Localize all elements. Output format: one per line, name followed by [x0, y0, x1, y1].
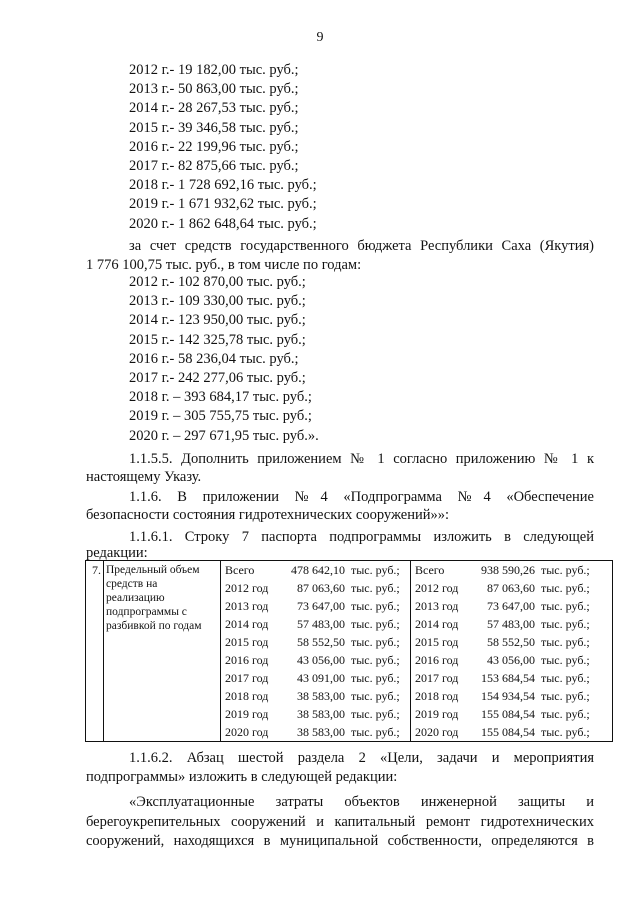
table-amount: 43 056,00 [487, 653, 535, 667]
table-year: 2015 год [225, 635, 269, 649]
table-amount: 38 583,00 [297, 725, 345, 739]
table-amount: 43 056,00 [297, 653, 345, 667]
table-row [225, 635, 410, 653]
paragraph-1-1-6-1: 1.1.6.1. Строку 7 паспорта подпрограммы изложить в следующей [129, 529, 594, 545]
table-row [415, 635, 600, 653]
table-year: 2017 год [415, 671, 459, 685]
table-year: 2013 год [415, 599, 459, 613]
list-item: 2018 г.- 1 728 692,16 тыс. руб.; [129, 177, 317, 194]
table-amount: 57 483,00 [487, 617, 535, 631]
table-unit: тыс. руб.; [351, 689, 400, 703]
list-item: 2020 г.- 1 862 648,64 тыс. руб.; [129, 215, 317, 232]
table-year: 2012 год [225, 581, 269, 595]
list-item: 2016 г.- 58 236,04 тыс. руб.; [129, 350, 299, 367]
table-unit: тыс. руб.; [541, 707, 590, 721]
table-year: 2012 год [415, 581, 459, 595]
budget-intro-line: за счет средств государственного бюджета Республики Саха (Якутия) [129, 238, 594, 254]
table-row [225, 617, 410, 635]
table-unit: тыс. руб.; [541, 671, 590, 685]
table-unit: тыс. руб.; [541, 617, 590, 631]
list-item: 2015 г.- 142 325,78 тыс. руб.; [129, 331, 306, 348]
list-item: 2020 г. – 297 671,95 тыс. руб.». [129, 427, 319, 444]
table-year: 2020 год [225, 725, 269, 739]
table-amount: 73 647,00 [297, 599, 345, 613]
table-year: Всего [225, 563, 255, 577]
table-row [225, 581, 410, 599]
table-year: 2014 год [415, 617, 459, 631]
table-row [225, 599, 410, 617]
table-unit: тыс. руб.; [351, 599, 400, 613]
table-year: 2013 год [225, 599, 269, 613]
list-item: 2012 г.- 102 870,00 тыс. руб.; [129, 274, 306, 290]
list-item: 2017 г.- 82 875,66 тыс. руб.; [129, 158, 299, 174]
table-unit: тыс. руб.; [351, 653, 400, 667]
table-unit: тыс. руб.; [541, 563, 590, 577]
table-unit: тыс. руб.; [351, 725, 400, 739]
table-year: 2018 год [415, 689, 459, 703]
table-unit: тыс. руб.; [351, 617, 400, 631]
table-unit: тыс. руб.; [541, 635, 590, 649]
page-number: 9 [316, 30, 324, 45]
paragraph-1-1-5-5-cont: настоящему Указу. [86, 469, 202, 485]
table-year: 2018 год [225, 689, 269, 703]
table-year: 2019 год [225, 707, 269, 721]
table-amount: 38 583,00 [297, 707, 345, 721]
table-row [225, 563, 410, 581]
table-unit: тыс. руб.; [541, 689, 590, 703]
table-year: 2014 год [225, 617, 269, 631]
table-row-description: Предельный объем средств на реализацию подпрограммы с разбивкой по годам [106, 564, 202, 632]
table-row [415, 725, 600, 743]
table-year: 2016 год [225, 653, 269, 667]
paragraph-1-1-6: 1.1.6. В приложении №4 «Подпрограмма №4 «Обеспечение [129, 489, 594, 505]
table-amount: 58 552,50 [487, 635, 535, 649]
list-item: 2019 г.- 1 671 932,62 тыс. руб.; [129, 196, 317, 213]
table-row [225, 671, 410, 689]
table-row [415, 671, 600, 689]
table-year: 2020 год [415, 725, 459, 739]
table-amount: 38 583,00 [297, 689, 345, 703]
table-unit: тыс. руб.; [351, 581, 400, 595]
paragraph-1-1-6-cont: безопасности состояния гидротехнических сооружений»»: [86, 507, 450, 523]
table-amount: 155 084,54 [481, 725, 535, 739]
table-amount: 153 684,54 [481, 671, 535, 685]
table-row [225, 689, 410, 707]
paragraph-1-1-6-2: 1.1.6.2. Абзац шестой раздела 2 «Цели, задачи и мероприятия [129, 750, 594, 766]
table-row [415, 563, 600, 581]
table-year: 2019 год [415, 707, 459, 721]
list-item: 2016 г.- 22 199,96 тыс. руб.; [129, 138, 299, 155]
list-item: 2013 г.- 50 863,00 тыс. руб.; [129, 81, 299, 98]
table-unit: тыс. руб.; [351, 671, 400, 685]
table-amount: 87 063,60 [297, 581, 345, 595]
passport-table [85, 560, 613, 742]
table-unit: тыс. руб.; [351, 635, 400, 649]
list-item: 2014 г.- 123 950,00 тыс. руб.; [129, 312, 306, 329]
table-unit: тыс. руб.; [541, 653, 590, 667]
table-amount: 58 552,50 [297, 635, 345, 649]
list-item: 2015 г.- 39 346,58 тыс. руб.; [129, 119, 299, 136]
list-item: 2018 г. – 393 684,17 тыс. руб.; [129, 389, 312, 406]
quote-line-2: берегоукрепительных сооружений и капитальный ремонт гидротехнических [86, 814, 594, 830]
table-row [415, 653, 600, 671]
table-amount: 155 084,54 [481, 707, 535, 721]
table-year: 2017 год [225, 671, 269, 685]
table-amount: 43 091,00 [297, 671, 345, 685]
list-item: 2014 г.- 28 267,53 тыс. руб.; [129, 100, 299, 117]
list-item: 2013 г.- 109 330,00 тыс. руб.; [129, 293, 306, 310]
table-year: Всего [415, 563, 445, 577]
table-amount: 154 934,54 [481, 689, 535, 703]
table-unit: тыс. руб.; [351, 563, 400, 577]
list-item: 2019 г. – 305 755,75 тыс. руб.; [129, 408, 312, 425]
table-amount: 87 063,60 [487, 581, 535, 595]
list-item: 2017 г.- 242 277,06 тыс. руб.; [129, 370, 306, 386]
paragraph-1-1-6-2-cont: подпрограммы» изложить в следующей редакции: [86, 769, 398, 785]
table-unit: тыс. руб.; [541, 581, 590, 595]
quote-line-1: «Эксплуатационные затраты объектов инженерной защиты и [129, 794, 594, 810]
table-row [225, 725, 410, 743]
table-row [415, 617, 600, 635]
table-amount: 57 483,00 [297, 617, 345, 631]
table-amount: 73 647,00 [487, 599, 535, 613]
budget-total-line: 1 776 100,75 тыс. руб., в том числе по годам: [86, 257, 362, 273]
table-row-number: 7. [92, 563, 101, 577]
table-row [225, 707, 410, 725]
table-row [415, 581, 600, 599]
table-amount: 938 590,26 [481, 563, 535, 577]
paragraph-1-1-6-1-cont: редакции: [86, 545, 148, 561]
table-amount: 478 642,10 [291, 563, 345, 577]
table-year: 2016 год [415, 653, 459, 667]
table-unit: тыс. руб.; [351, 707, 400, 721]
table-row [415, 689, 600, 707]
table-unit: тыс. руб.; [541, 725, 590, 739]
list-item: 2012 г.- 19 182,00 тыс. руб.; [129, 62, 299, 78]
table-row [415, 599, 600, 617]
paragraph-1-1-5-5: 1.1.5.5. Дополнить приложением № 1 согласно приложению № 1 к [129, 451, 594, 467]
quote-line-3: сооружений, находящихся в муниципальной собственности, определяются в [86, 833, 594, 849]
table-row [415, 707, 600, 725]
table-year: 2015 год [415, 635, 459, 649]
table-row [225, 653, 410, 671]
table-unit: тыс. руб.; [541, 599, 590, 613]
